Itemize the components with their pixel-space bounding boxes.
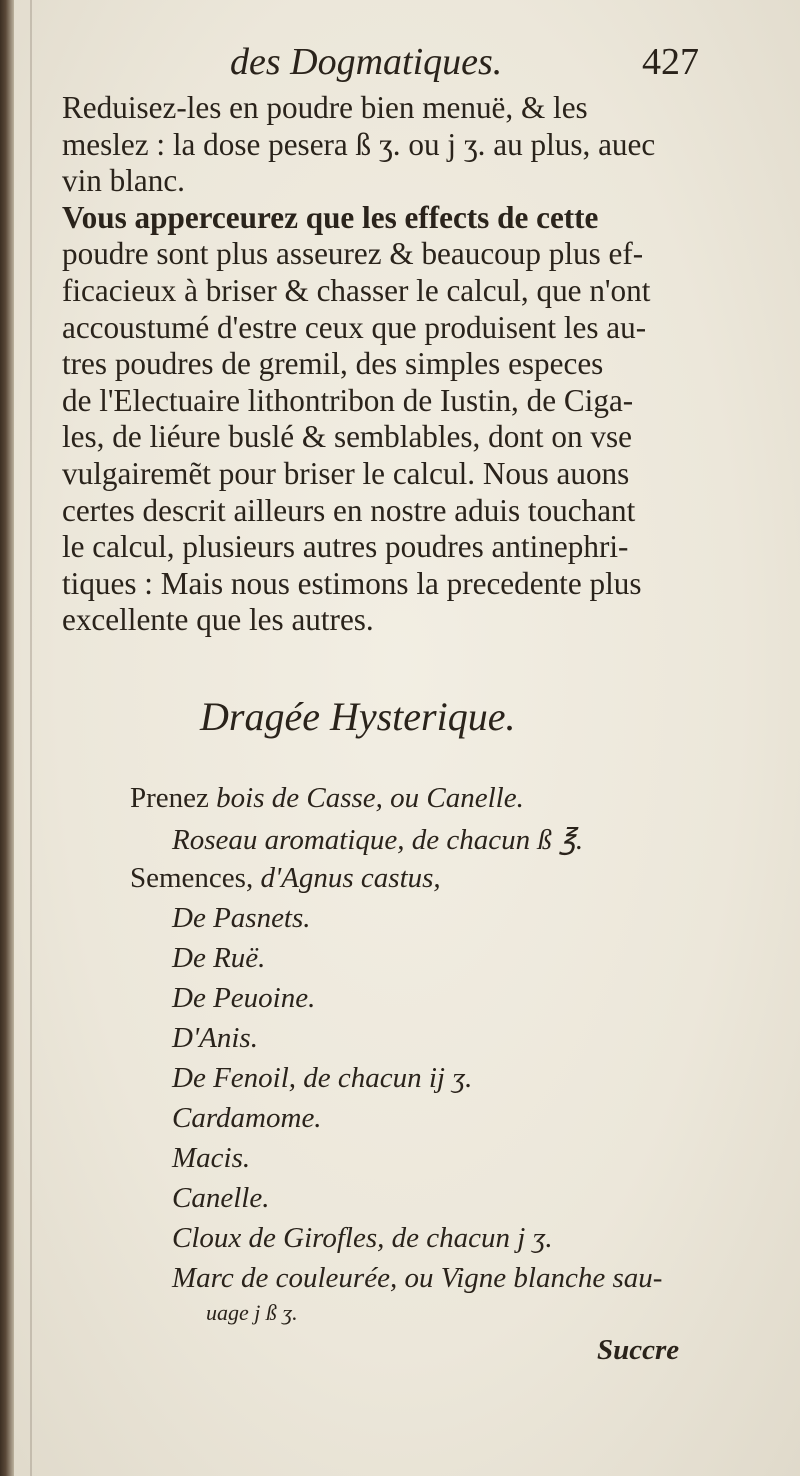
text-line: poudre sont plus asseurez & beaucoup plus ef- [62, 236, 644, 272]
text-line: de l'Electuaire lithontribon de Iustin, de Ciga- [62, 382, 634, 418]
text-line: tiques : Mais nous estimons la precedente plus [62, 565, 642, 601]
recipe-line: Marc de couleurée, ou Vigne blanche sau- [172, 1262, 663, 1294]
recipe-line [130, 782, 524, 815]
section-heading: Dragée Hysterique. [200, 694, 516, 739]
text-line: vulgairemẽt pour briser le calcul. Nous auons [62, 455, 630, 491]
recipe-line: De Pasnets. [172, 902, 311, 934]
text-line: meslez : la dose pesera ß ʒ. ou j ʒ. au plus, auec [62, 126, 656, 162]
recipe-ingredient: d'Agnus castus, [260, 862, 441, 894]
recipe-line: Cloux de Girofles, de chacun j ʒ. [172, 1222, 553, 1254]
text-line: accoustumé d'estre ceux que produisent les au- [62, 309, 647, 345]
page-fold-line [30, 0, 32, 1476]
recipe-line: Canelle. [172, 1182, 270, 1214]
text-line: le calcul, plusieurs autres poudres antinephri- [62, 529, 629, 565]
recipe-line: D'Anis. [172, 1022, 258, 1054]
text-line: excellente que les autres. [62, 602, 374, 638]
body-paragraph [62, 90, 712, 639]
page-header [0, 40, 800, 90]
text-line: vin blanc. [62, 163, 185, 199]
text-line: Vous apperceurez que les effects de cette [62, 199, 599, 235]
page-binding-edge [0, 0, 14, 1476]
recipe-line: Roseau aromatique, de chacun ß ℥. [172, 824, 584, 856]
text-line: ficacieux à briser & chasser le calcul, que n'ont [62, 272, 651, 308]
recipe-line: Cardamome. [172, 1102, 322, 1134]
recipe-line: De Fenoil, de chacun ij ʒ. [172, 1062, 473, 1094]
recipe-line [130, 862, 441, 895]
running-title: des Dogmatiques. [230, 41, 503, 83]
page-number: 427 [642, 41, 699, 83]
catchword: Succre [597, 1334, 680, 1366]
recipe-prefix: Prenez [130, 782, 217, 814]
recipe-ingredient: bois de Casse, ou Canelle. [216, 782, 524, 814]
recipe-line: De Ruë. [172, 942, 266, 974]
text-line: tres poudres de gremil, des simples especes [62, 346, 604, 382]
text-line: certes descrit ailleurs en nostre aduis touchant [62, 492, 636, 528]
recipe-line: uage j ß ʒ. [206, 1300, 298, 1325]
recipe-line: Macis. [172, 1142, 251, 1174]
recipe-prefix: Semences, [130, 862, 261, 894]
text-line: Reduisez-les en poudre bien menuë, & les [62, 90, 588, 125]
text-line: les, de liéure buslé & semblables, dont on vse [62, 419, 632, 455]
recipe-line: De Peuoine. [172, 982, 316, 1014]
